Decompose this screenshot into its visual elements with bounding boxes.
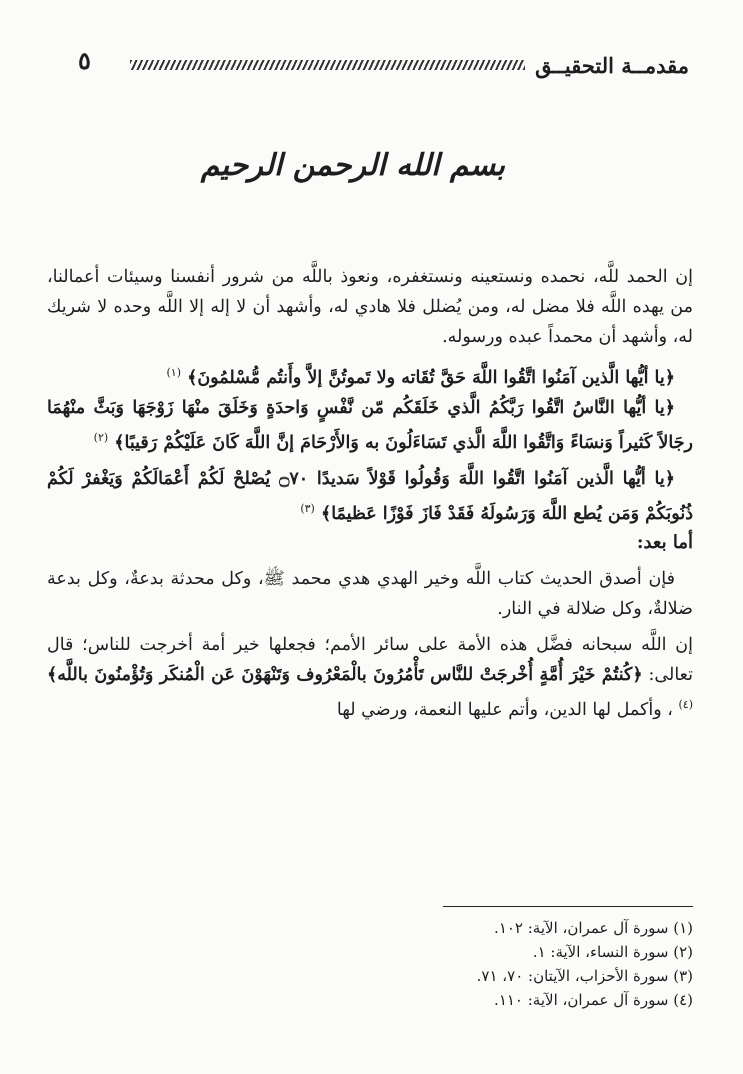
opening-paragraph: إن الحمد للَّه، نحمده ونستعينه ونستغفره، ونعوذ باللَّه من شرور أنفسنا وسيئات أعمالنا، من يهده اللَّه فلا مضل له، ومن يُضلل فلا هادي له، وأشهد أن لا إله إلا اللَّه وحده لا شريك له، وأشهد أن محمداً عبده ورسوله. xyxy=(47,267,693,347)
main-text xyxy=(47,262,693,725)
footnote-ref-1: (١) xyxy=(166,366,181,379)
footnotes xyxy=(293,916,693,1012)
paragraph-3-end: ، وأكمل لها الدين، وأتم عليها النعمة، ورضي لها xyxy=(336,700,673,721)
page-number: ٥ xyxy=(78,46,91,75)
footnote-ref-2: (٢) xyxy=(93,430,109,444)
footnote-item: (٢) سورة النساء، الآية: ١. xyxy=(532,943,693,961)
footnote-ref-4: (٤) xyxy=(678,698,693,712)
verse-3 xyxy=(47,464,693,529)
verse-2-text: ﴿يا أيُّها النَّاسُ اتَّقُوا رَبَّكُمُ الَّذي خَلَقَكُم مّن نَّفْسٍ وَاحدَةٍ وَخَلَقَ منْهَا زَوْجَهَا وَبَثَّ منْهُمَا رجَالاً كَثيراً وَنسَاءً وَاتَّقُوا اللَّهَ الَّذي تَسَاءَلُونَ به وَالأَرْحَامَ إنَّ اللَّهَ كَانَ عَلَيْكُمْ رَقيبًا﴾ xyxy=(47,397,693,453)
running-header-title: مقدمــة التحقيــق xyxy=(535,53,689,78)
verse-1-text: ﴿يا أيُّها الَّذين آمَنُوا اتَّقُوا اللَّهَ حَقَّ تُقَاته ولا تَموتُنَّ إلاَّ وأَنتُم مُّسْلمُونَ﴾ xyxy=(187,367,675,388)
verse-3-text: ﴿يا أيُّها الَّذين آمَنُوا اتَّقُوا اللَّهَ وَقُولُوا قَوْلاً سَديدًا ۝٧٠ يُصْلحْ لَكُمْ أَعْمَالَكُمْ وَيَغْفرْ لَكُمْ ذُنُوبَكُمْ وَمَن يُطع اللَّهَ وَرَسُولَهُ فَقَدْ فَازَ فَوْزًا عَظيمًا﴾ xyxy=(47,468,693,524)
footnote-item: (٣) سورة الأحزاب، الآيتان: ٧٠، ٧١. xyxy=(476,967,693,985)
verse-4-text: ﴿كُنتُمْ خَيْرَ أُمَّةٍ أُخْرجَتْ للنَّاس تَأْمُرُونَ بالْمَعْرُوف وَتَنْهَوْنَ عَن الْمُنكَر وَتُؤْمنُونَ باللَّه﴾ xyxy=(47,665,643,686)
footnote-item: (١) سورة آل عمران، الآية: ١٠٢. xyxy=(494,919,693,937)
footnote-divider xyxy=(443,906,693,907)
paragraph-3 xyxy=(47,630,693,725)
verse-2 xyxy=(47,393,693,458)
paragraph-3-start: إن اللَّه سبحانه فضَّل هذه الأمة على سائر الأمم؛ فجعلها خير أمة أخرجت للناس؛ قال تعالى: xyxy=(47,635,693,686)
section-heading: أما بعد: xyxy=(636,532,693,554)
footnote-ref-3: (٣) xyxy=(300,501,315,515)
verse-1 xyxy=(47,358,693,393)
basmala-calligraphy: بسم الله الرحمن الرحيم xyxy=(200,148,505,183)
footnote-item: (٤) سورة آل عمران، الآية: ١١٠. xyxy=(494,991,693,1009)
paragraph-2: فإن أصدق الحديث كتاب اللَّه وخير الهدي هدي محمد ﷺ، وكل محدثة بدعةٌ، وكل بدعة ضلالةٌ، وكل ضلالة في النار. xyxy=(47,569,693,620)
header-divider xyxy=(130,60,525,70)
